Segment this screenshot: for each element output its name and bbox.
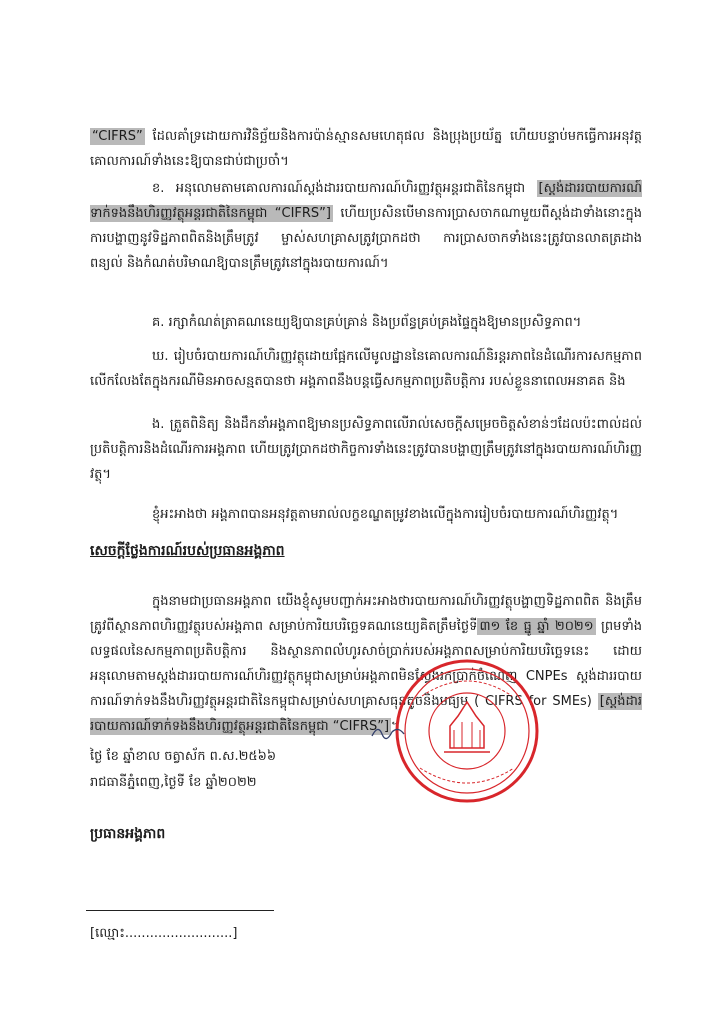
section-heading: សេចក្តីថ្លែងការណ៍របស់ប្រធានអង្គភាព [90,543,285,559]
signature-line [86,910,274,911]
paragraph-continuation: “CIFRS” ដែលគាំទ្រដោយការវិនិច្ឆ័យនិងការប៉ាន់ស្មានសមហេតុផល និងប្រុងប្រយ័ត្ន ហើយបន្ទាប់មកធ្វើការអនុវត្តគោលការណ៍ទាំងនេះឱ្យបានជាប់ជាប្រចាំ។ [90,129,642,169]
highlight-date: ៣១ ខែ ធ្នូ ឆ្នាំ ២០២១ [479,619,594,634]
signer-title: ប្រធានអង្គភាព [90,826,166,842]
name-placeholder: [ឈ្មោះ..........................] [90,926,238,941]
highlight-cifrs: “CIFRS” [92,129,143,144]
solar-date-line: រាជធានីភ្នំពេញ,ថ្ងៃទី ខែ ឆ្នាំ២០២២ [90,775,257,790]
highlight-cifrs-2: [ស្តង់ដាររបាយការណ៍ទាក់ទងនឹងហិរញ្ញវត្ថុអន្តរជាតិនៃកម្ពុជា “CIFRS”] [90,694,642,734]
highlight-standard: [ស្តង់ដាររបាយការណ៍ទាក់ទងនឹងហិរញ្ញវត្ថុអន្តរជាតិនៃកម្ពុជា “CIFRS”] [90,181,642,221]
official-stamp [392,656,542,806]
paragraph-kha: ខ. អនុលោមតាមគោលការណ៍ស្តង់ដាររបាយការណ៍ហិរញ្ញវត្ថុអន្តរជាតិនៃកម្ពុជា [ស្តង់ដាររបាយការណ៍ទាក់ទងនឹងហិរញ្ញវត្ថុអន្តរជាតិនៃកម្ពុជា “CIFRS”] ហើយប្រសិនបើមានការប្រាសចាកណាមួយពីស្តង់ដាទាំងនោះក្នុងការបង្ហាញនូវទិដ្ឋភាពពិតនិងត្រឹមត្រូវ ម្ចាស់សហគ្រាសត្រូវប្រាកដថា ការប្រាសចាកទាំងនេះត្រូវបានលាតត្រដាង ពន្យល់ និងកំណត់បរិមាណឱ្យបានត្រឹមត្រូវនៅក្នុងរបាយការណ៍។ [90,181,642,271]
paragraph-ngo: ង. ត្រួតពិនិត្យ និងដឹកនាំអង្គភាពឱ្យមានប្រសិទ្ធភាពលើរាល់សេចក្តីសម្រេចចិត្តសំខាន់ៗដែលប៉ះពាល់ដល់ប្រតិបត្តិការនិងដំណើរការអង្គភាព ហើយត្រូវប្រាកដថាកិច្ចការទាំងនេះត្រូវបានបង្ហាញត្រឹមត្រូវនៅក្នុងរបាយការណ៍ហិរញ្ញវត្ថុ។ [90,417,642,482]
statement-paragraph: ក្នុងនាមជាប្រធានអង្គភាព យើងខ្ញុំសូមបញ្ជាក់អះអាងថារបាយការណ៍ហិរញ្ញវត្ថុបង្ហាញទិដ្ឋភាពពិត និងត្រឹមត្រូវពីស្ថានភាពហិរញ្ញវត្ថុរបស់អង្គភាព សម្រាប់ការិយបរិច្ឆេទគណនេយ្យគិតត្រឹមថ្ងៃទី ៣១ ខែ ធ្នូ ឆ្នាំ ២០២១ ព្រមទាំងលទ្ធផលនៃសកម្មភាពប្រតិបត្តិការ និងស្ថានភាពលំហូរសាច់ប្រាក់របស់អង្គភាពសម្រាប់ការិយបរិច្ឆេទនេះ ដោយអនុលោមតាមស្តង់ដាររបាយការណ៍ហិរញ្ញវត្ថុកម្ពុជាសម្រាប់អង្គភាពមិនស្វែងរកប្រាក់ចំណេញ CNPEs ស្តង់ដាររបាយការណ៍ទាក់ទងនឹងហិរញ្ញវត្ថុអន្តរជាតិនៃកម្ពុជាសម្រាប់សហគ្រាសធុនតូចនិងមធ្យម ( CIFRS for SMEs) [ស្តង់ដាររបាយការណ៍ទាក់ទងនឹងហិរញ្ញវត្ថុអន្តរជាតិនៃកម្ពុជា “CIFRS”] ។ [90,594,642,734]
paragraph-kho: ឃ. រៀបចំរបាយការណ៍ហិរញ្ញវត្ថុដោយផ្អែកលើមូលដ្ឋាននៃគោលការណ៍និរន្តរភាពនៃដំណើរការសកម្មភាព លើកលែងតែក្នុងករណីមិនអាចសន្មតបានថា អង្គភាពនឹងបន្តធ្វើសកម្មភាពប្រតិបត្តិការ របស់ខ្លួននាពេលអនាគត និង [90,349,642,389]
lunar-date-line: ថ្ងៃ ខែ ឆ្នាំខាល ចត្វាស័ក ព.ស.២៥៦៦ [90,749,277,764]
paragraph-ko: គ. រក្សាកំណត់ត្រាគណនេយ្យឱ្យបានគ្រប់គ្រាន់ និងប្រព័ន្ធគ្រប់គ្រងផ្ទៃក្នុងឱ្យមានប្រសិទ្ធភាព។ [152,315,582,330]
paragraph-affirmation: ខ្ញុំអះអាងថា អង្គភាពបានអនុវត្តតាមរាល់លក្ខខណ្ឌតម្រូវខាងលើក្នុងការរៀបចំរបាយការណ៍ហិរញ្ញវត្ថុ។ [152,507,619,522]
signature-scribble [370,722,410,742]
